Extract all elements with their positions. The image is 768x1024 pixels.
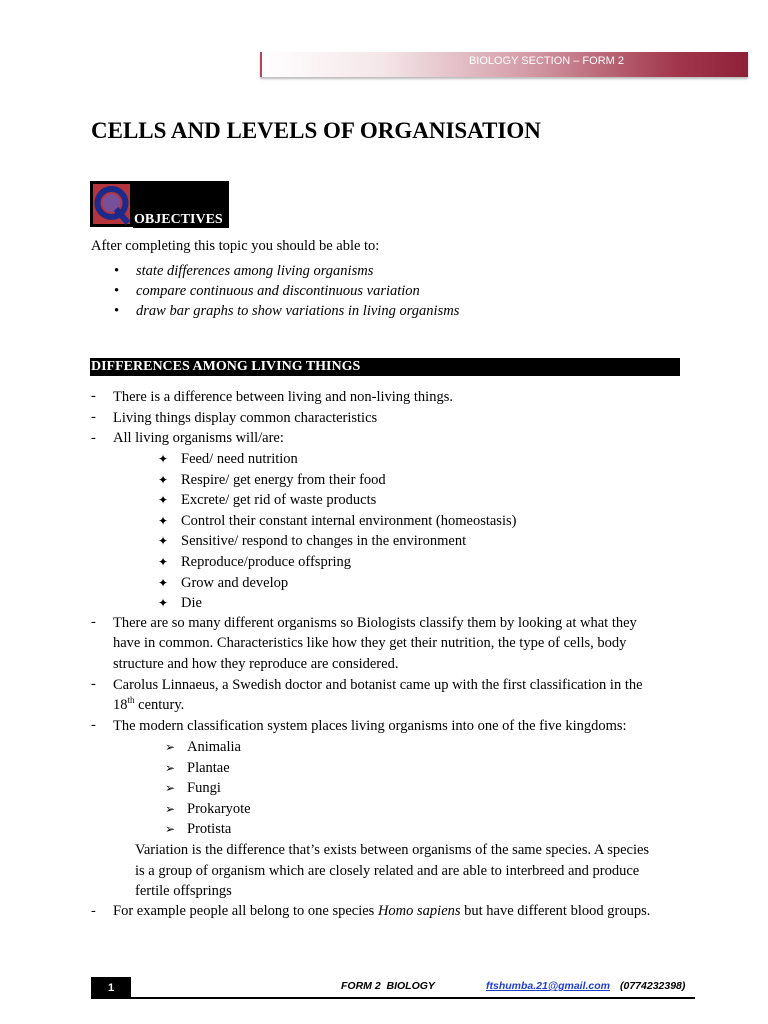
page-title: CELLS AND LEVELS OF ORGANISATION — [91, 118, 541, 143]
bullet-text: structure and how they reproduce are considered. — [113, 656, 399, 672]
characteristic-item: ✦ Reproduce/produce offspring — [158, 552, 516, 573]
footer-title: FORM 2 BIOLOGY — [341, 980, 435, 992]
bullet-text — [113, 695, 184, 716]
objective-item: • draw bar graphs to show variations in living organisms — [91, 302, 459, 322]
page-number: 1 — [91, 977, 131, 998]
century-number: 18 — [113, 697, 128, 713]
footer-phone: (0774232398) — [620, 980, 686, 992]
dash-bullet: - — [91, 903, 96, 919]
kingdom-item: ➢ Protista — [165, 819, 251, 840]
kingdom-item: ➢ Plantae — [165, 758, 251, 779]
bullet-text: The modern classification system places living organisms into one of the five kingdoms: — [113, 718, 627, 734]
objective-item: • state differences among living organisms — [91, 262, 459, 282]
bullet-text: Living things display common characteristics — [113, 410, 378, 426]
dash-bullet: - — [91, 388, 96, 404]
characteristic-item: ✦ Grow and develop — [158, 573, 516, 594]
kingdoms-list — [165, 737, 251, 840]
example-post: but have different blood groups. — [460, 903, 651, 919]
objectives-label: OBJECTIVES — [134, 212, 223, 227]
kingdom-item: ➢ Fungi — [165, 778, 251, 799]
example-pre: For example people all belong to one species — [113, 903, 378, 919]
bullet-text: There are so many different organisms so Biologists classify them by looking at what they — [113, 615, 637, 631]
section-heading: DIFFERENCES AMONG LIVING THINGS — [91, 359, 361, 374]
objectives-list — [91, 262, 459, 321]
species-name: Homo sapiens — [377, 903, 461, 919]
variation-line: fertile offsprings — [135, 883, 232, 899]
section-heading-bar — [90, 358, 680, 376]
kingdom-item: ➢ Animalia — [165, 737, 251, 758]
century-rest: century. — [134, 697, 185, 713]
objectives-q-icon — [90, 181, 133, 227]
variation-paragraph — [135, 840, 649, 902]
characteristics-list — [158, 449, 516, 614]
footer-email-link[interactable]: ftshumba.21@gmail.com — [486, 980, 611, 992]
characteristic-item: ✦ Excrete/ get rid of waste products — [158, 490, 516, 511]
variation-line: is a group of organism which are closely related and are able to interbreed and produce — [135, 862, 640, 879]
dash-bullet: - — [91, 409, 96, 425]
objectives-label-bar — [133, 181, 229, 228]
bullet-text — [113, 901, 650, 922]
bullet-text: All living organisms will/are: — [113, 430, 284, 446]
dash-bullet: - — [91, 614, 96, 630]
dash-bullet: - — [91, 717, 96, 733]
characteristic-item: ✦ Feed/ need nutrition — [158, 449, 516, 470]
footer-rule — [91, 997, 695, 999]
characteristic-item: ✦ Sensitive/ respond to changes in the environment — [158, 531, 516, 552]
characteristic-item: ✦ Control their constant internal environment (homeostasis) — [158, 511, 516, 532]
bullet-text: have in common. Characteristics like how they get their nutrition, the type of cells, body — [113, 635, 627, 651]
characteristic-item: ✦ Die — [158, 593, 516, 614]
header-banner — [260, 52, 748, 77]
bullet-text: Carolus Linnaeus, a Swedish doctor and botanist came up with the first classification in the — [113, 677, 643, 693]
header-section-label: BIOLOGY SECTION – FORM 2 — [468, 55, 624, 67]
dash-bullet: - — [91, 430, 96, 446]
characteristic-item: ✦ Respire/ get energy from their food — [158, 470, 516, 491]
objective-item: • compare continuous and discontinuous variation — [91, 282, 459, 302]
objectives-intro: After completing this topic you should be able to: — [91, 238, 380, 254]
variation-line: Variation is the difference that’s exists between organisms of the same species. A species — [135, 842, 650, 858]
dash-bullet: - — [91, 676, 96, 692]
century-suffix: th — [127, 695, 135, 706]
kingdom-item: ➢ Prokaryote — [165, 799, 251, 820]
bullet-text: There is a difference between living and non-living things. — [113, 389, 453, 405]
